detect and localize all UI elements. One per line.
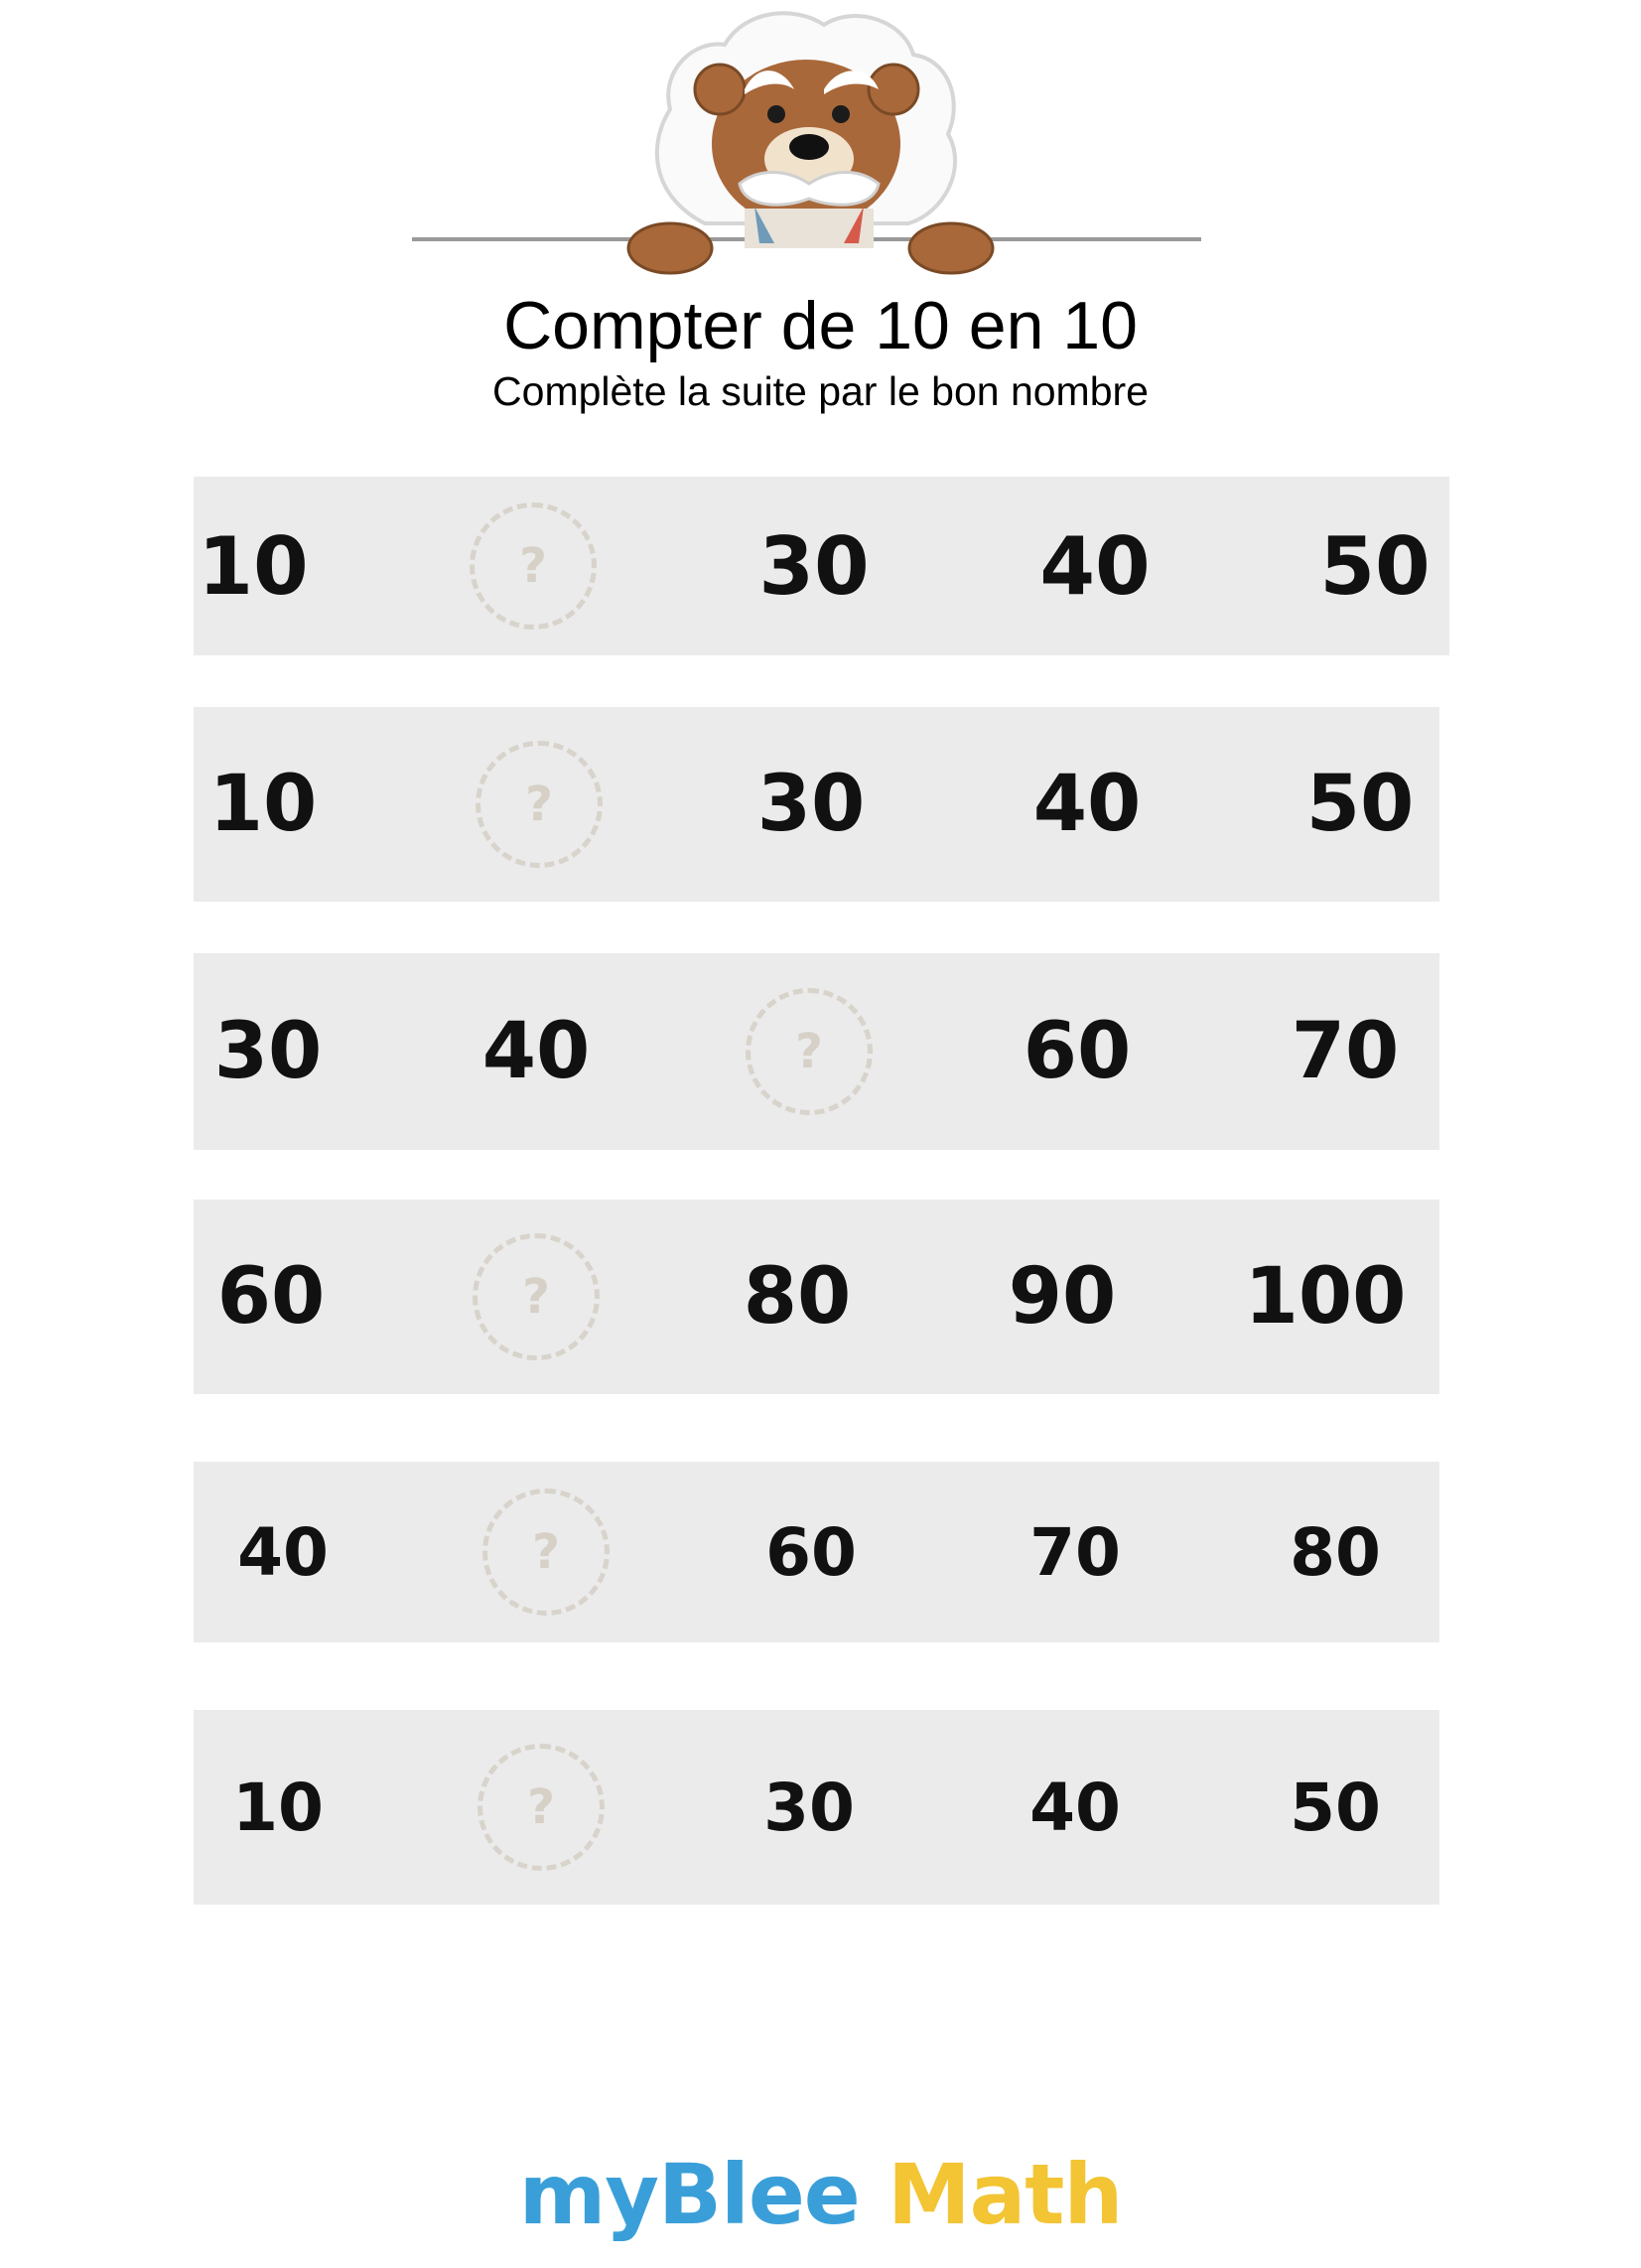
sequence-number bbox=[981, 1710, 1169, 1905]
sequence-number bbox=[968, 1200, 1157, 1394]
number-value: 40 bbox=[1039, 519, 1151, 613]
question-mark: ? bbox=[522, 1269, 550, 1325]
sequence-number bbox=[1231, 1200, 1420, 1394]
sequence-number bbox=[184, 1710, 372, 1905]
sequence-number bbox=[159, 477, 347, 655]
number-value: 40 bbox=[481, 1007, 591, 1096]
number-value: 90 bbox=[1008, 1252, 1117, 1342]
number-value: 70 bbox=[1029, 1513, 1121, 1591]
missing-number-slot[interactable] bbox=[452, 1462, 640, 1642]
sequence-number bbox=[981, 1462, 1169, 1642]
sequence-number bbox=[717, 1462, 905, 1642]
sequence-number bbox=[1251, 953, 1439, 1150]
missing-number-slot[interactable] bbox=[442, 1200, 630, 1394]
missing-number-slot[interactable] bbox=[447, 1710, 635, 1905]
sequence-number bbox=[442, 953, 630, 1150]
number-value: 30 bbox=[758, 519, 870, 613]
sequence-row bbox=[194, 1462, 1439, 1642]
sequence-number bbox=[993, 707, 1181, 902]
number-value: 80 bbox=[743, 1252, 852, 1342]
number-value: 100 bbox=[1244, 1252, 1407, 1342]
sequence-number bbox=[169, 707, 357, 902]
question-circle-icon bbox=[473, 1233, 600, 1360]
sequence-number bbox=[1266, 707, 1454, 902]
sequence-number bbox=[717, 707, 905, 902]
number-value: 30 bbox=[213, 1007, 323, 1096]
question-mark: ? bbox=[519, 538, 547, 594]
sequence-row bbox=[194, 707, 1439, 902]
question-circle-icon bbox=[482, 1488, 610, 1616]
question-circle-icon bbox=[478, 1744, 605, 1871]
missing-number-slot[interactable] bbox=[715, 953, 903, 1150]
missing-number-slot[interactable] bbox=[445, 707, 633, 902]
sequence-number bbox=[715, 1710, 903, 1905]
number-value: 40 bbox=[1029, 1769, 1121, 1846]
number-value: 40 bbox=[237, 1513, 329, 1591]
question-mark: ? bbox=[532, 1524, 560, 1580]
number-value: 10 bbox=[198, 519, 309, 613]
logo-text-math: Math bbox=[888, 2146, 1123, 2243]
sequence-row bbox=[194, 953, 1439, 1150]
brand-logo bbox=[0, 2145, 1641, 2244]
number-value: 50 bbox=[1319, 519, 1431, 613]
question-mark: ? bbox=[795, 1024, 823, 1079]
sequence-number bbox=[983, 953, 1171, 1150]
sequence-number bbox=[1241, 1462, 1430, 1642]
number-value: 60 bbox=[1023, 1007, 1132, 1096]
question-mark: ? bbox=[525, 777, 553, 832]
number-value: 30 bbox=[763, 1769, 855, 1846]
question-circle-icon bbox=[470, 502, 597, 630]
number-value: 80 bbox=[1290, 1513, 1381, 1591]
sequence-number bbox=[720, 477, 908, 655]
sequence-number bbox=[703, 1200, 891, 1394]
page-title: Compter de 10 en 10 bbox=[503, 288, 1138, 363]
sequence-number bbox=[1001, 477, 1189, 655]
question-circle-icon bbox=[746, 988, 873, 1115]
number-value: 10 bbox=[208, 760, 318, 849]
question-mark: ? bbox=[527, 1779, 555, 1835]
number-value: 70 bbox=[1291, 1007, 1400, 1096]
number-value: 60 bbox=[216, 1252, 326, 1342]
sequence-number bbox=[177, 1200, 365, 1394]
sequence-number bbox=[1281, 477, 1469, 655]
number-value: 50 bbox=[1305, 760, 1415, 849]
sequence-row bbox=[194, 1710, 1439, 1905]
sequence-number bbox=[1241, 1710, 1430, 1905]
logo-text-myblee: myBlee bbox=[518, 2146, 860, 2243]
number-value: 60 bbox=[765, 1513, 857, 1591]
number-value: 40 bbox=[1032, 760, 1142, 849]
sequence-row bbox=[194, 1200, 1439, 1394]
number-value: 10 bbox=[232, 1769, 324, 1846]
question-circle-icon bbox=[476, 741, 603, 868]
page-instructions: Complète la suite par le bon nombre bbox=[492, 368, 1149, 414]
sequence-number bbox=[189, 1462, 377, 1642]
sequence-number bbox=[174, 953, 362, 1150]
bear-mascot-icon bbox=[407, 0, 1241, 278]
missing-number-slot[interactable] bbox=[439, 477, 627, 655]
number-value: 50 bbox=[1290, 1769, 1381, 1846]
sequence-row bbox=[194, 477, 1449, 655]
number-value: 30 bbox=[756, 760, 866, 849]
